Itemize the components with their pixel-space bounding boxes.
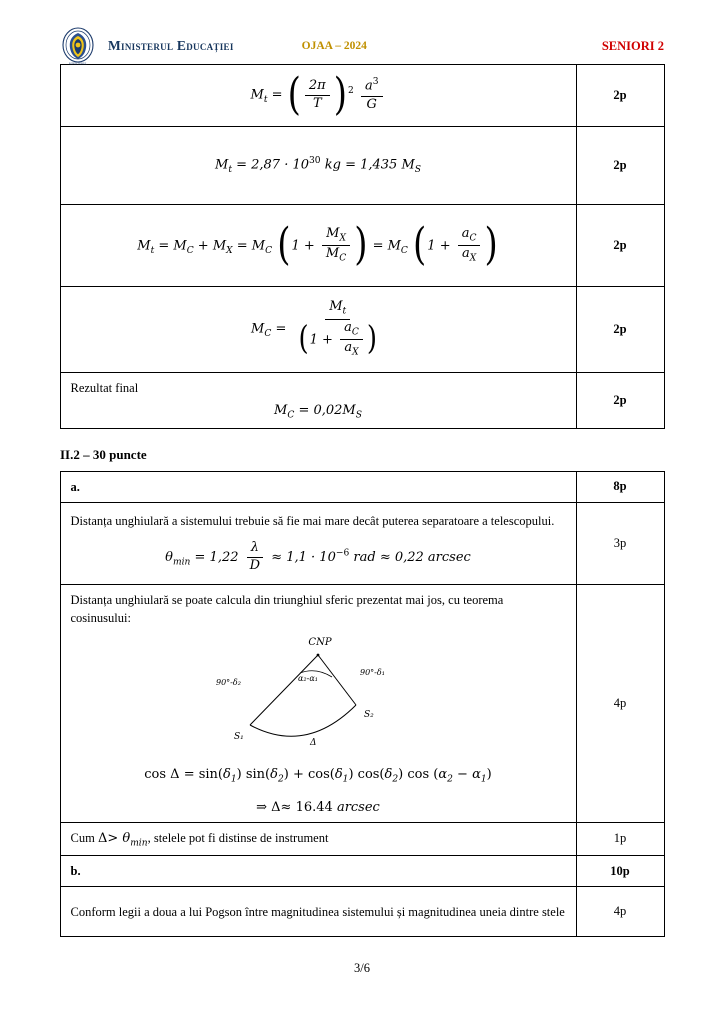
table-row <box>60 287 664 373</box>
solution-table-2 <box>60 471 665 938</box>
formula-theta-min: $\theta_{min} = 1,22$ $\frac{\lambda}{D}$ ≈ $1,1 \cdot 10^{-6}$ rad ≈ 0,22 arcsec <box>165 539 471 573</box>
points-cell: 8p <box>576 471 664 502</box>
table-row <box>60 65 664 127</box>
table-row <box>60 822 664 856</box>
table-row <box>60 856 664 887</box>
formula-mt-value: $M_t = 2,87 \cdot 10^{30}$ kg = 1,435 $M_S$ <box>215 155 421 175</box>
table-row <box>60 584 664 822</box>
svg-text:S₁: S₁ <box>234 732 244 742</box>
points-cell: 2p <box>576 287 664 373</box>
svg-text:90°-δ₁: 90°-δ₁ <box>360 668 385 677</box>
subquestion-label-cell <box>60 856 576 887</box>
formula-mt-sum: $M_t = M_C + M_X = M_C$ (1 + $\frac{M_X}{M_C}$ ) = $M_C$ (1 + $\frac{a_C}{a_X}$ ) <box>137 218 498 271</box>
points-cell: 2p <box>576 373 664 429</box>
points-cell: 10p <box>576 856 664 887</box>
points-cell: 3p <box>576 502 664 584</box>
content-cell <box>60 887 576 937</box>
formula-mc-isolated: $M_C$ = $M_t$ (1 + $\frac{a_C}{a_X}$ ) <box>251 299 377 358</box>
level-title: SENIORI 2 <box>601 38 664 53</box>
formula-cos-delta: $\cos \Delta = \sin(\delta_1) \sin(\delta_2) + \cos(\delta_1)$ $\cos(\delta_2)$ $\cos (\alpha_2 - \alpha_1)$ <box>144 767 492 785</box>
table-row <box>60 502 664 584</box>
paragraph-text: Distanța unghiulară se poate calcula din triunghiul sferic prezentat mai jos, cu teorema cosinusului: <box>70 592 504 625</box>
ministry-title: Ministerul Educației <box>108 38 234 53</box>
page-header <box>0 0 724 64</box>
section-title: II.2 – 30 puncte <box>60 446 147 462</box>
table-row <box>60 373 664 429</box>
subquestion-b-label: b. <box>70 864 81 878</box>
subquestion-a-label: a. <box>70 479 80 494</box>
table-row <box>60 887 664 937</box>
points-cell: 2p <box>576 127 664 205</box>
svg-text:Δ: Δ <box>310 738 317 748</box>
formula-mt-kepler: $M_t$ = ( $\frac{2\pi}{T}$ )$^2$ $\frac{a^3}{G}$ <box>251 77 386 113</box>
svg-text:MINISTERUL: MINISTERUL <box>68 61 88 66</box>
paragraph-text: Distanța unghiulară a sistemului trebuie să fie mai mare decât puterea separatoare a telescopului. <box>70 513 555 528</box>
svg-text:CNP: CNP <box>308 637 332 648</box>
formula-cell <box>60 65 576 127</box>
svg-text:α₂-α₁: α₂-α₁ <box>298 674 318 683</box>
paragraph-text: Conform legii a doua a lui Pogson între magnitudinea sistemului și magnitudinea uneia dintre stele <box>70 904 565 919</box>
formula-cell <box>60 287 576 373</box>
spherical-triangle-diagram <box>71 633 566 753</box>
table-row <box>60 127 664 205</box>
result-cell <box>60 373 576 429</box>
formula-mc-result: $M_C = 0,02M_S$ <box>274 403 362 421</box>
table-row <box>60 205 664 287</box>
points-cell: 4p <box>576 584 664 822</box>
points-cell: 4p <box>576 887 664 937</box>
romania-coat-of-arms-logo <box>60 26 96 66</box>
svg-text:S₂: S₂ <box>364 710 374 720</box>
formula-delta-result: ⇒ Δ≈ 16.44 arcsec <box>256 799 380 815</box>
contest-title: OJAA – 2024 <box>301 40 367 52</box>
points-cell: 2p <box>576 65 664 127</box>
content-cell <box>60 822 576 856</box>
paragraph-text: Cum $\Delta> \theta_{min}$, stelele pot fi distinse de instrument <box>70 830 329 849</box>
table-row <box>60 471 664 502</box>
formula-cell <box>60 127 576 205</box>
formula-cell <box>60 205 576 287</box>
page-number: 3/6 <box>354 961 370 975</box>
points-cell: 2p <box>576 205 664 287</box>
content-cell <box>60 502 576 584</box>
content-cell <box>60 584 576 822</box>
result-label: Rezultat final <box>70 381 139 395</box>
points-cell: 1p <box>576 822 664 856</box>
subquestion-label-cell <box>60 471 576 502</box>
svg-text:90°-δ₂: 90°-δ₂ <box>216 678 241 687</box>
